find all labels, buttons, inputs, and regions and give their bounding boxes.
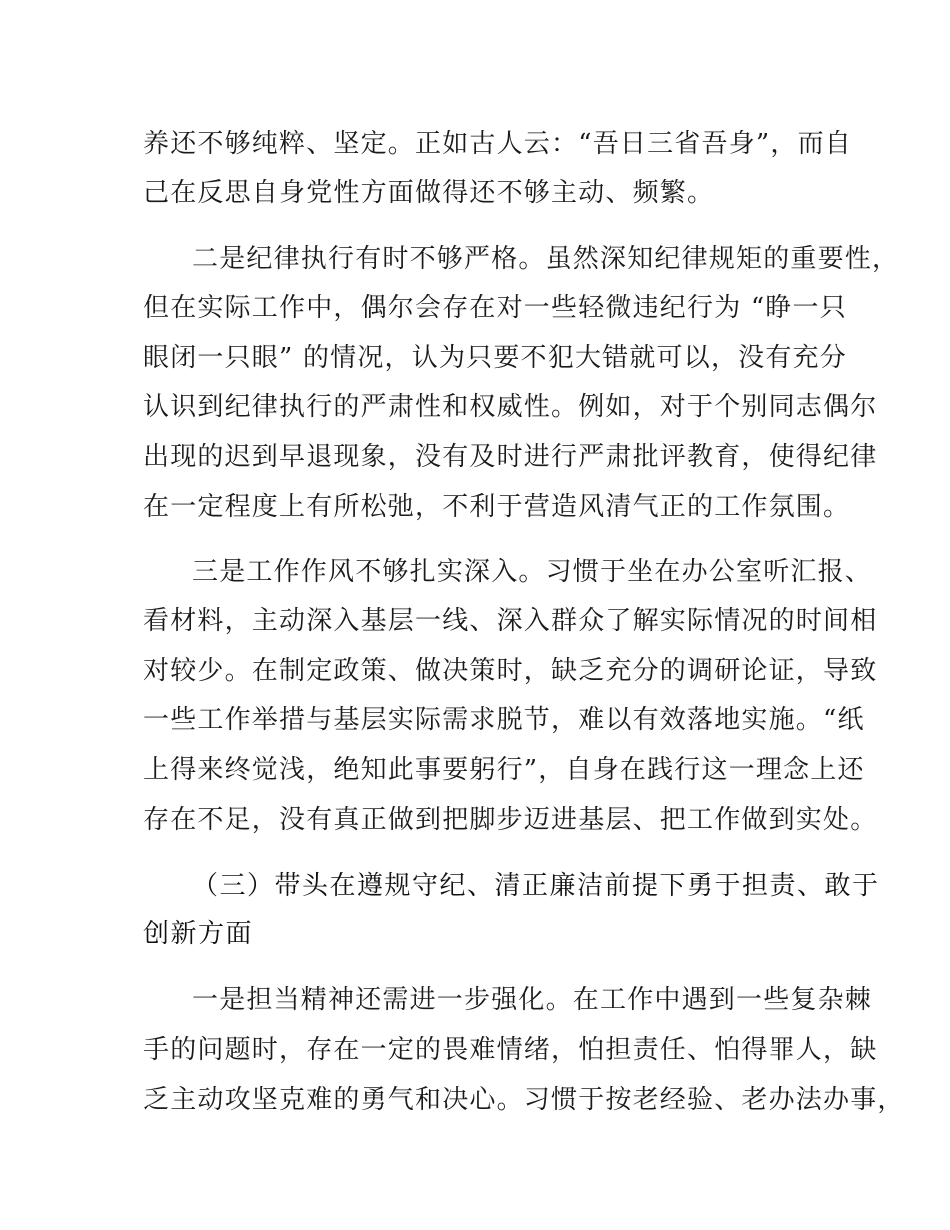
paragraph-2-line-5: 出现的迟到早退现象，没有及时进行严肃批评教育，使得纪律	[143, 442, 878, 472]
paragraph-3-line-3: 对较少。在制定政策、做决策时，缺乏充分的调研论证，导致	[143, 656, 878, 686]
paragraph-1-line-1: 养还不够纯粹、坚定。正如古人云：“吾日三省吾身”，而自	[143, 129, 852, 159]
paragraph-3-line-5: 上得来终觉浅，绝知此事要躬行”，自身在践行这一理念上还	[143, 755, 865, 785]
paragraph-4-line-1: 一是担当精神还需进一步强化。在工作中遇到一些复杂棘	[192, 985, 873, 1015]
paragraph-3-line-2: 看材料，主动深入基层一线、深入群众了解实际情况的时间相	[143, 606, 878, 636]
paragraph-2-line-6: 在一定程度上有所松弛，不利于营造风清气正的工作氛围。	[143, 492, 851, 522]
paragraph-4-line-3: 乏主动攻坚克难的勇气和决心。习惯于按老经验、老办法办事，	[143, 1085, 905, 1115]
paragraph-2-line-2: 但在实际工作中，偶尔会存在对一些轻微违纪行为 “睁一只	[143, 293, 847, 323]
paragraph-1-line-2: 己在反思自身党性方面做得还不够主动、频繁。	[143, 178, 715, 208]
section-heading-line-1: （三）带头在遵规守纪、清正廉洁前提下勇于担责、敢于	[192, 871, 880, 901]
paragraph-3-line-4: 一些工作举措与基层实际需求脱节，难以有效落地实施。“纸	[143, 705, 865, 735]
section-heading-line-2: 创新方面	[143, 919, 254, 949]
paragraph-4-line-2: 手的问题时，存在一定的畏难情绪，怕担责任、怕得罪人，缺	[143, 1035, 878, 1065]
paragraph-2-line-3: 眼闭一只眼” 的情况，认为只要不犯大错就可以，没有充分	[143, 343, 847, 373]
paragraph-3-line-6: 存在不足，没有真正做到把脚步迈进基层、把工作做到实处。	[143, 805, 878, 835]
paragraph-2-line-4: 认识到纪律执行的严肃性和权威性。例如，对于个别同志偶尔	[143, 392, 878, 422]
paragraph-2-line-1: 二是纪律执行有时不够严格。虽然深知纪律规矩的重要性，	[192, 244, 900, 274]
paragraph-3-line-1: 三是工作作风不够扎实深入。习惯于坐在办公室听汇报、	[192, 557, 873, 587]
